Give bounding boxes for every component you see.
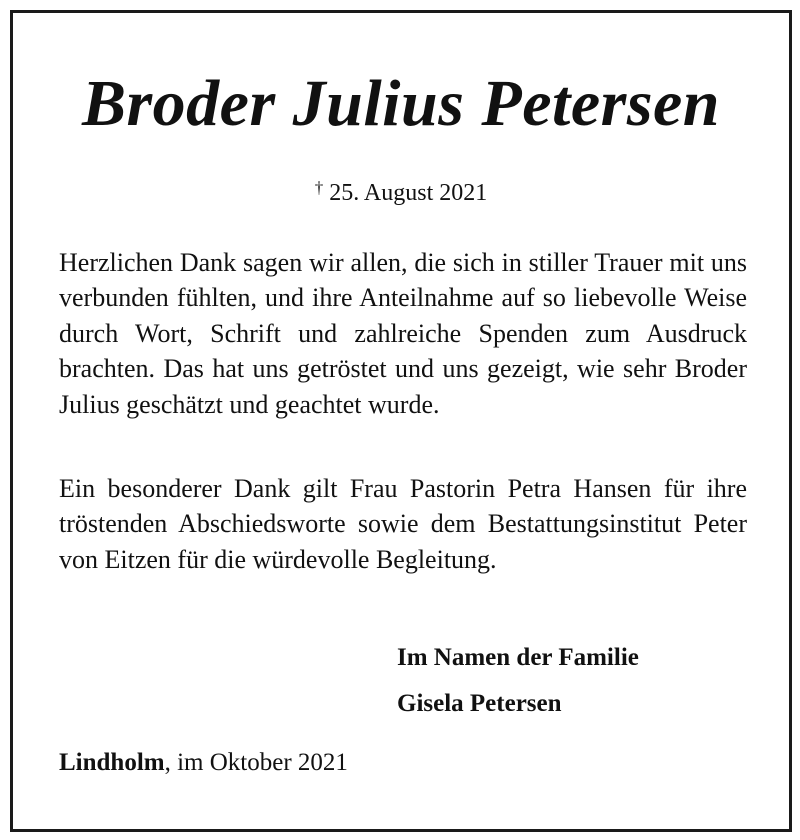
deceased-name: Broder Julius Petersen: [81, 67, 721, 140]
death-date: 25. August 2021: [329, 180, 488, 206]
place-name: Lindholm: [59, 749, 165, 776]
thanks-paragraph: Herzlichen Dank sagen wir allen, die sich in stiller Trauer mit uns verbunden fühlten, und ihre Anteilnahme auf so liebevolle Weise durch Wort, Schrift und zahlreiche Spenden zum Ausdruck brachten. Das hat uns getröstet und uns gezeigt, wie sehr Broder Julius geschätzt und geachtet wurde.: [59, 248, 747, 419]
death-date-line: [13, 179, 789, 205]
signature-name: Gisela Petersen: [397, 690, 562, 717]
place-date-line: [59, 750, 348, 775]
date-text: , im Oktober 2021: [164, 749, 348, 776]
cross-symbol: †: [314, 178, 324, 197]
notice-frame: [10, 10, 792, 832]
signature-family: Im Namen der Familie: [397, 644, 639, 671]
special-thanks-paragraph: Ein besonderer Dank gilt Frau Pastorin Petra Hansen für ihre tröstenden Abschiedsworte sowie dem Bestattungsinstitut Peter von Eitzen für die würdevolle Begleitung.: [59, 474, 747, 574]
